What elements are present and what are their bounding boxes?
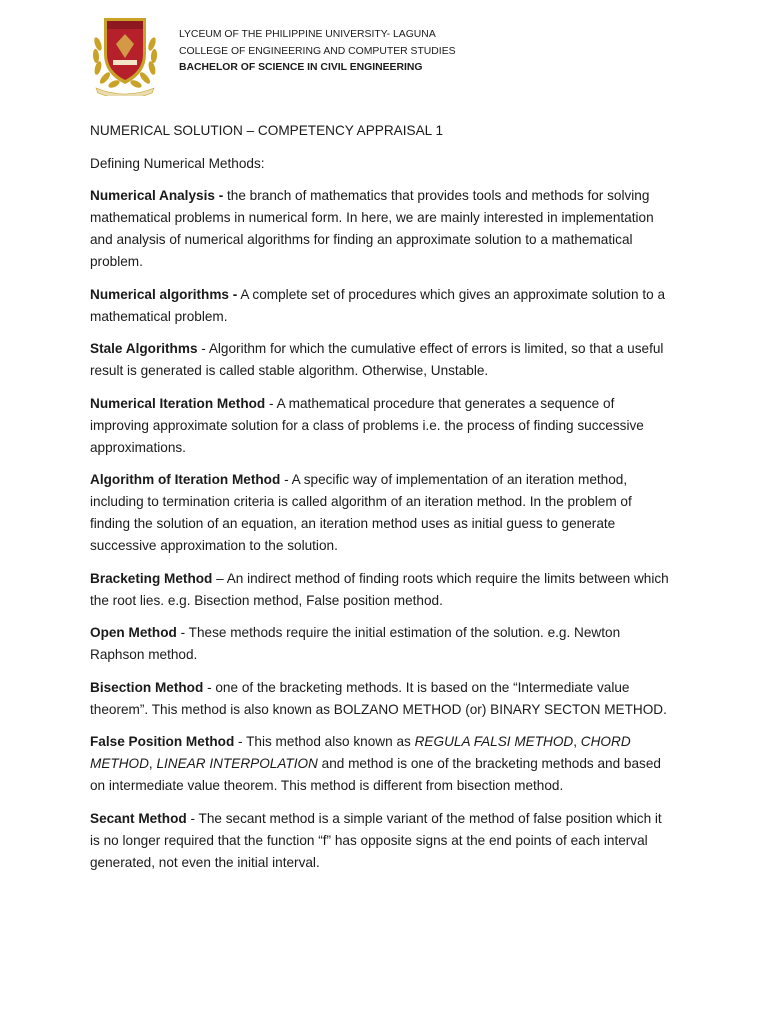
definition-paragraph: [90, 338, 670, 382]
definition-text: the branch of mathematics that provides tools and methods for solving mathematical problems in numerical form. In here, we are mainly interested in implementation and analysis of numerical algorithms for finding an approximate solution to a mathematical problem.: [90, 188, 654, 269]
alias-linear-interpolation: LINEAR INTERPOLATION: [156, 756, 318, 771]
definition-term: Numerical Iteration Method: [90, 395, 266, 411]
program-name: BACHELOR OF SCIENCE IN CIVIL ENGINEERING: [179, 62, 423, 73]
definition-paragraph: [90, 677, 670, 721]
definition-paragraph: [90, 622, 670, 666]
definition-paragraph: [90, 185, 670, 273]
definition-text: - These methods require the initial estimation of the solution. e.g. Newton Raphson method.: [90, 625, 621, 662]
definition-term: False Position Method: [90, 734, 235, 749]
header-text-block: [179, 27, 456, 77]
definition-paragraph: [90, 568, 670, 612]
definition-paragraph: [90, 469, 670, 557]
definition-term: Numerical Analysis -: [90, 188, 224, 203]
false-position-paragraph: [90, 731, 670, 797]
alias-chord-method: CHORD METHOD: [90, 734, 631, 771]
alias-regula-falsi: REGULA FALSI METHOD: [414, 734, 574, 749]
document-header: [90, 14, 456, 96]
definition-text: - A mathematical procedure that generates a sequence of improving approximate solution for a class of problems i.e. the process of finding successive approximations.: [90, 395, 644, 455]
definition-text: - A specific way of implementation of an iteration method, including to termination criteria is called algorithm of an iteration method. In the problem of finding the solution of an equation, an iteration method uses as initial guess to generate successive approximation to the solution.: [90, 472, 632, 553]
secant-paragraph: [90, 808, 670, 874]
definition-text: A complete set of procedures which gives an approximate solution to a mathematical problem.: [90, 286, 666, 324]
definition-text: - This method also known as: [234, 734, 415, 749]
definition-text: – An indirect method of finding roots which require the limits between which the root lies. e.g. Bisection method, False position method.: [90, 570, 669, 608]
definition-text: and method is one of the bracketing methods and based on intermediate value theorem. This method is different from bisection method.: [90, 756, 661, 793]
document-title: NUMERICAL SOLUTION – COMPETENCY APPRAISAL 1: [90, 123, 444, 138]
definition-text: - The secant method is a simple variant of the method of false position which it is no longer required that the function “f” has opposite signs at the end points of each interval generated, not even the initial interval.: [90, 810, 662, 870]
definition-term: Bracketing Method: [90, 570, 213, 586]
university-name: LYCEUM OF THE PHILIPPINE UNIVERSITY- LAGUNA: [179, 29, 436, 40]
definition-text: - one of the bracketing methods. It is based on the “Intermediate value theorem”. This method is also known as BOLZANO METHOD (or) BINARY SECTON METHOD.: [90, 679, 667, 717]
definition-term: Secant Method: [90, 810, 187, 826]
definition-term: Numerical algorithms -: [90, 286, 238, 302]
definition-paragraph: [90, 284, 670, 328]
university-seal-logo: [90, 14, 160, 96]
separator: ,: [573, 734, 581, 749]
definition-term: Bisection Method: [90, 679, 204, 695]
college-name: COLLEGE OF ENGINEERING AND COMPUTER STUDIES: [179, 45, 456, 57]
definition-term: Algorithm of Iteration Method: [90, 472, 281, 487]
definition-paragraph: [90, 393, 670, 459]
intro-text: Defining Numerical Methods:: [90, 155, 265, 171]
definition-term: Open Method: [90, 625, 177, 640]
definition-term: Stale Algorithms: [90, 341, 198, 356]
document-body: [90, 120, 670, 884]
definition-text: - Algorithm for which the cumulative effect of errors is limited, so that a useful result is generated is called stable algorithm. Otherwise, Unstable.: [90, 341, 664, 378]
separator: ,: [148, 756, 157, 771]
